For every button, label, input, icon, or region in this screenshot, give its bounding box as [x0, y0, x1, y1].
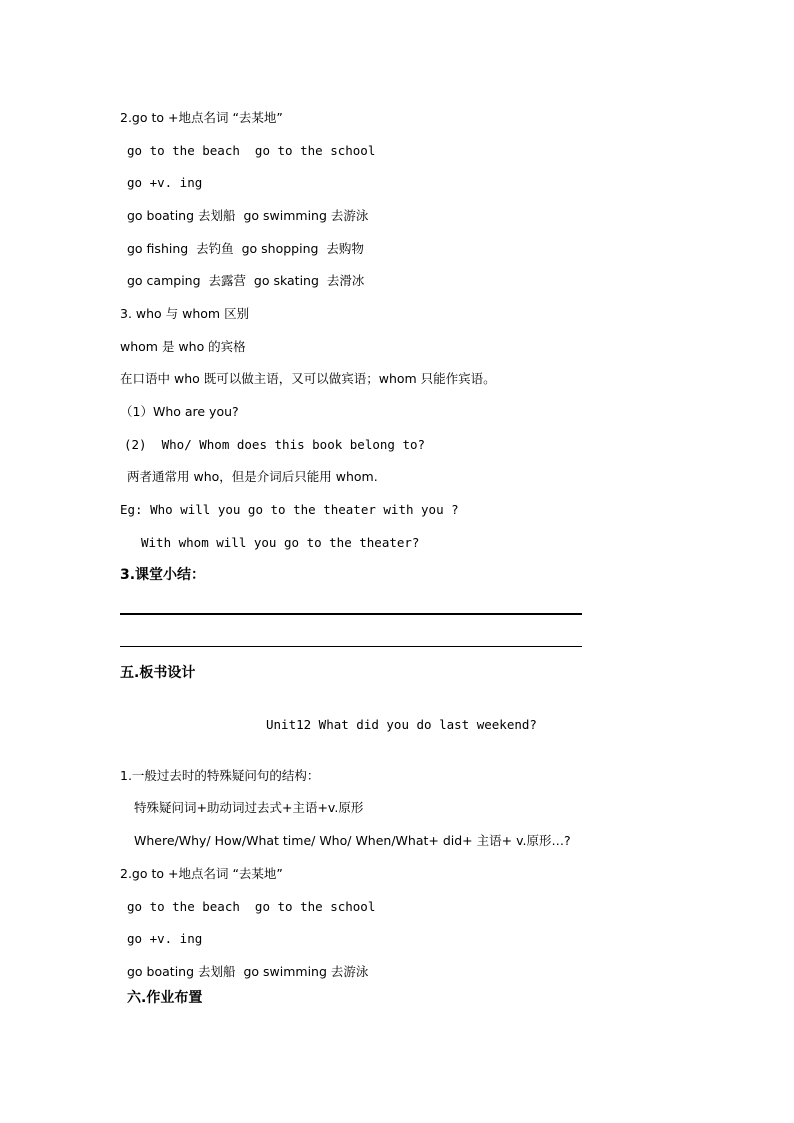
homework-heading: 六.作业布置 — [127, 990, 203, 1006]
board-unit-title: Unit12 What did you do last weekend? — [266, 717, 537, 732]
whom-definition: whom 是 who 的宾格 — [120, 339, 246, 354]
board-point-2-example-1: go to the beach go to the school — [127, 899, 376, 914]
board-point-2-example-3: go boating 去划船 go swimming 去游泳 — [127, 964, 369, 979]
board-point-1-heading: 1.一般过去时的特殊疑问句的结构： — [120, 768, 320, 783]
go-to-example-1: go to the beach go to the school — [127, 143, 376, 158]
who-whom-heading: 3. who 与 whom 区别 — [120, 306, 250, 321]
summary-heading: 3.课堂小结： — [120, 567, 206, 583]
summary-blank-line-2 — [120, 646, 582, 647]
go-activity-example-3: go camping 去露营 go skating 去滑冰 — [127, 273, 365, 288]
who-example-2: (2) Who/ Whom does this book belong to? — [124, 437, 426, 452]
eg-line-1: Eg: Who will you go to the theater with you ? — [120, 502, 459, 517]
go-activity-example-2: go fishing 去钓鱼 go shopping 去购物 — [127, 241, 364, 256]
go-to-heading: 2.go to +地点名词 “去某地” — [120, 110, 283, 125]
who-usage-text: 在口语中 who 既可以做主语，又可以做宾语；whom 只能作宾语。 — [120, 371, 496, 386]
board-point-2-example-2: go +v. ing — [127, 931, 203, 946]
who-example-1: （1）Who are you? — [120, 404, 239, 419]
board-design-heading: 五.板书设计 — [120, 665, 196, 681]
who-note: 两者通常用 who，但是介词后只能用 whom. — [127, 469, 378, 484]
board-point-2-heading: 2.go to +地点名词 “去某地” — [120, 866, 283, 881]
board-point-1-structure: 特殊疑问词+助动词过去式+主语+v.原形 — [134, 800, 364, 815]
board-point-1-formula: Where/Why/ How/What time/ Who/ When/What+ did+ 主语+ v.原形…? — [134, 833, 571, 848]
summary-blank-line-1 — [120, 613, 582, 615]
go-activity-example-1: go boating 去划船 go swimming 去游泳 — [127, 208, 369, 223]
eg-line-2: With whom will you go to the theater? — [141, 535, 420, 550]
go-ving-example: go +v. ing — [127, 175, 203, 190]
